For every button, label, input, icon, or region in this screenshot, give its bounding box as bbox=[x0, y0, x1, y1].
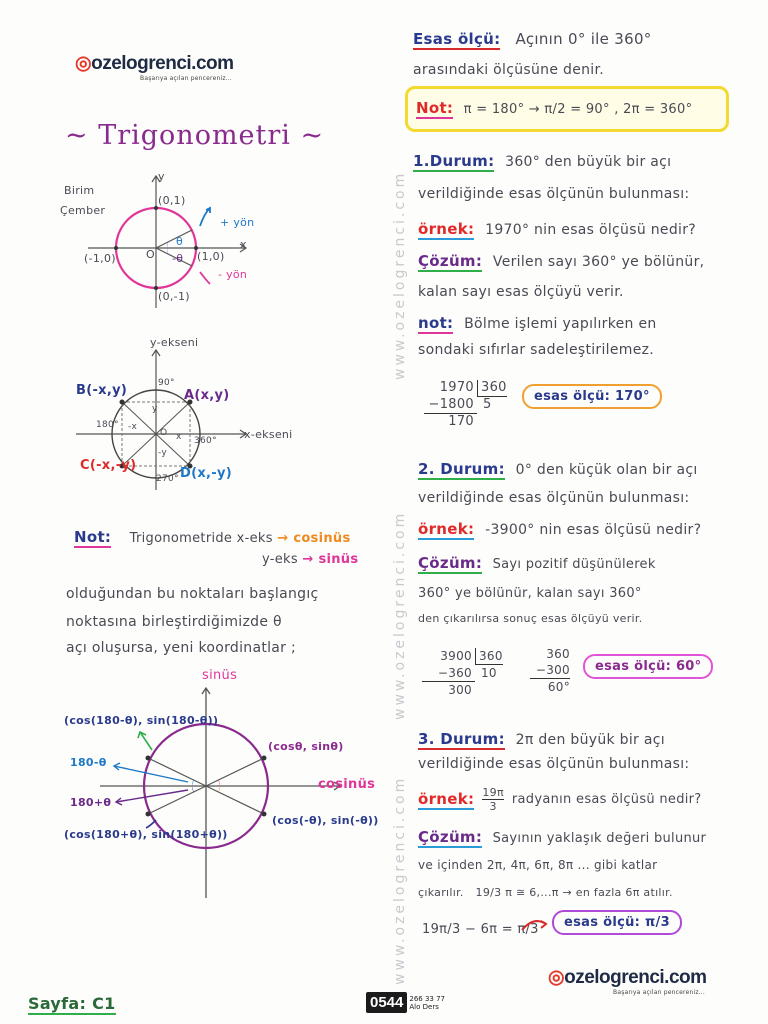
coord-mx: -x bbox=[128, 422, 138, 432]
durum3-result-box bbox=[552, 910, 682, 935]
durum1-cozum1: Verilen sayı 360° ye bölünür, bbox=[492, 254, 705, 270]
durum1-not1: Bölme işlemi yapılırken en bbox=[464, 316, 657, 332]
durum3-solution bbox=[418, 828, 706, 846]
durum3-heading bbox=[418, 730, 665, 748]
division-2: 3900 360 −360 10 300 bbox=[422, 648, 503, 698]
coord-my: -y bbox=[158, 448, 168, 458]
cozum-label: Çözüm: bbox=[418, 252, 483, 270]
label-bottom-right: (cos(-θ), sin(-θ)) bbox=[272, 814, 379, 827]
page-number: Sayfa: C1 bbox=[28, 994, 116, 1013]
durum2-cozum3: den çıkarılırsa sonuç esas ölçüyü verir. bbox=[418, 612, 643, 625]
point-c: C(-x,-y) bbox=[80, 458, 137, 473]
origin-label: O bbox=[146, 248, 155, 261]
point-1-0: (1,0) bbox=[197, 250, 225, 263]
esas-def2: arasındaki ölçüsüne denir. bbox=[413, 62, 604, 78]
angle-180: 180° bbox=[96, 420, 119, 430]
div2-quotient: 10 bbox=[481, 666, 497, 680]
durum3-cozum3 bbox=[418, 886, 673, 899]
durum1-cozum2: kalan sayı esas ölçüyü verir. bbox=[418, 284, 624, 300]
page-title: ~ Trigonometri ~ bbox=[65, 120, 325, 151]
durum3-label: 3. Durum: bbox=[418, 730, 505, 748]
not-text: π = 180° → π/2 = 90° , 2π = 360° bbox=[463, 102, 693, 117]
note-cos: cosinüs bbox=[293, 531, 351, 546]
durum1-text2: verildiğinde esas ölçünün bulunması: bbox=[418, 186, 690, 202]
div1-remainder: 170 bbox=[448, 414, 474, 429]
point-d: D(x,-y) bbox=[180, 466, 232, 481]
axis-y-label: y bbox=[158, 170, 165, 183]
durum3-example bbox=[418, 786, 702, 813]
div1-divisor: 360 bbox=[478, 380, 507, 397]
durum3-result: esas ölçü: π/3 bbox=[564, 915, 670, 930]
durum3-cozum2: ve içinden 2π, 4π, 6π, 8π ... gibi katlar bbox=[418, 858, 658, 872]
angle-90: 90° bbox=[158, 378, 175, 388]
not-box bbox=[405, 86, 729, 132]
durum1-result: esas ölçü: 170° bbox=[534, 389, 650, 404]
sin-cos-circle-diagram bbox=[60, 678, 370, 908]
div1-dividend: 1970 bbox=[424, 380, 478, 397]
esas-def1: Açının 0° ile 360° bbox=[515, 30, 652, 48]
durum2-ornek: -3900° nin esas ölçüsü nedir? bbox=[485, 522, 702, 538]
durum1-ornek: 1970° nin esas ölçüsü nedir? bbox=[485, 222, 696, 238]
cosinus-axis-label: cosinüs bbox=[318, 777, 376, 792]
note-sin: sinüs bbox=[318, 552, 359, 567]
sub2-result: 60° bbox=[547, 680, 570, 694]
note-line4: noktasına birleştirdiğimizde θ bbox=[66, 614, 282, 630]
durum2-result-box bbox=[583, 654, 713, 679]
durum2-label: 2. Durum: bbox=[418, 460, 505, 478]
durum1-label: 1.Durum: bbox=[413, 152, 495, 170]
page-title-text: Trigonometri bbox=[98, 120, 291, 151]
cozum2-label: Çözüm: bbox=[418, 554, 483, 572]
brand-tagline-bottom: Başarıya açılan pencereniz... bbox=[613, 989, 706, 996]
phone-small2: Alo Ders bbox=[409, 1002, 439, 1011]
durum1-example bbox=[418, 220, 696, 238]
note-line3: olduğundan bu noktaları başlangıç bbox=[66, 586, 319, 602]
label-180-minus-theta: 180-θ bbox=[70, 756, 107, 769]
durum3-cozum1: Sayının yaklaşık değeri bulunur bbox=[492, 831, 707, 846]
div2-product: 360 bbox=[448, 666, 472, 680]
div2-divisor: 360 bbox=[476, 648, 503, 665]
watermark-text: www.ozelogrenci.com bbox=[392, 170, 408, 380]
watermark-text: www.ozelogrenci.com bbox=[392, 775, 408, 985]
note-line1: Trigonometride x-eks bbox=[129, 531, 273, 546]
label-cember: Çember bbox=[60, 204, 106, 217]
point-b: B(-x,y) bbox=[76, 383, 128, 398]
x-axis-label: x-ekseni bbox=[244, 428, 293, 441]
sinus-axis-label: sinüs bbox=[202, 668, 238, 683]
durum2-result: esas ölçü: 60° bbox=[595, 659, 702, 674]
neg-theta-label: -θ bbox=[172, 252, 184, 265]
durum1-text1: 360° den büyük bir açı bbox=[505, 154, 672, 170]
durum1-note bbox=[418, 314, 657, 332]
durum3-text1: 2π den büyük bir açı bbox=[515, 732, 665, 748]
div1-quotient: 5 bbox=[483, 397, 492, 412]
durum1-heading bbox=[413, 152, 671, 170]
d3-coz3b: 19/3 π ≅ 6,...π → en fazla 6π atılır. bbox=[475, 886, 673, 899]
positive-direction-label: + yön bbox=[220, 216, 255, 229]
durum2-text1: 0° den küçük olan bir açı bbox=[515, 462, 698, 478]
left-note: Not: Trigonometride x-eks → cosinüs bbox=[74, 528, 351, 546]
point-a: A(x,y) bbox=[184, 388, 230, 403]
brand-logo: ◎ozelogrenci.com Başarıya açılan pencereniz... bbox=[75, 53, 234, 82]
subtraction-2: 360 −300 60° bbox=[530, 646, 570, 695]
div2-remainder: 300 bbox=[448, 683, 472, 697]
durum1-not2: sondaki sıfırlar sadeleştirilemez. bbox=[418, 342, 655, 358]
brand-name: ozelogrenci.com bbox=[91, 53, 234, 74]
coord-x: x bbox=[176, 432, 182, 442]
d3-coz3a: çıkarılır. bbox=[418, 886, 464, 899]
angle-270: 270° bbox=[156, 474, 179, 484]
theta-label: θ bbox=[176, 235, 184, 248]
note-label: Not: bbox=[74, 528, 112, 546]
ornek2-label: örnek: bbox=[418, 520, 475, 538]
durum1-solution bbox=[418, 252, 704, 270]
label-bottom-left: (cos(180+θ), sin(180+θ)) bbox=[64, 828, 228, 841]
note-line2: y-eks bbox=[262, 552, 298, 567]
esas-olcu-definition bbox=[413, 30, 652, 48]
durum3-equation: 19π/3 − 6π = π/3 bbox=[422, 922, 539, 937]
d3-ornek-num: 19π bbox=[482, 786, 504, 799]
durum2-example bbox=[418, 520, 701, 538]
note-line5: açı oluşursa, yeni koordinatlar ; bbox=[66, 640, 297, 656]
sub2-a: 360 bbox=[546, 647, 570, 661]
watermark-text: www.ozelogrenci.com bbox=[392, 510, 408, 720]
durum2-heading bbox=[418, 460, 698, 478]
durum3-ornek: radyanın esas ölçüsü nedir? bbox=[511, 792, 702, 807]
d3-ornek-den: 3 bbox=[489, 800, 497, 813]
point-m1-0: (-1,0) bbox=[84, 252, 116, 265]
sub2-b: 300 bbox=[546, 663, 570, 677]
phone-small1: 266 33 77 bbox=[409, 994, 446, 1003]
brand-name-bottom: ozelogrenci.com bbox=[564, 967, 707, 988]
phone-badge bbox=[366, 992, 445, 1013]
div2-dividend: 3900 bbox=[422, 648, 476, 665]
label-180-plus-theta: 180+θ bbox=[70, 796, 112, 809]
phone-number: 0544 bbox=[366, 992, 407, 1013]
label-birim: Birim bbox=[64, 184, 95, 197]
durum1-result-box bbox=[522, 384, 662, 409]
negative-direction-label: - yön bbox=[218, 268, 248, 281]
result-arrow-icon bbox=[520, 914, 550, 934]
brand-logo-bottom: ◎ozelogrenci.com Başarıya açılan pencereniz... bbox=[548, 967, 707, 996]
axis-x-label: x bbox=[240, 238, 247, 251]
ornek-label: örnek: bbox=[418, 220, 475, 238]
label-top-left: (cos(180-θ), sin(180-θ)) bbox=[64, 714, 219, 727]
origin-o: O bbox=[160, 428, 168, 438]
point-0-1: (0,1) bbox=[158, 194, 186, 207]
durum2-cozum1: Sayı pozitif düşünülerek bbox=[492, 557, 656, 572]
label-top-right: (cosθ, sinθ) bbox=[268, 740, 344, 753]
durum2-cozum2: 360° ye bölünür, kalan sayı 360° bbox=[418, 586, 642, 601]
left-note-line2: y-eks → sinüs bbox=[262, 552, 359, 567]
cozum3-label: Çözüm: bbox=[418, 828, 483, 846]
not2-label: not: bbox=[418, 314, 454, 332]
durum2-text2: verildiğinde esas ölçünün bulunması: bbox=[418, 490, 690, 506]
durum2-solution bbox=[418, 554, 656, 572]
coord-y: y bbox=[152, 404, 158, 414]
esas-label: Esas ölçü: bbox=[413, 30, 501, 48]
brand-tagline: Başarıya açılan pencereniz... bbox=[140, 75, 233, 82]
div1-product: 1800 bbox=[439, 397, 474, 412]
point-0-m1: (0,-1) bbox=[158, 290, 190, 303]
y-axis-label: y-ekseni bbox=[150, 336, 199, 349]
ornek3-label: örnek: bbox=[418, 789, 475, 808]
division-1: 1970 360 −1800 5 170 bbox=[424, 380, 507, 430]
durum3-text2: verildiğinde esas ölçünün bulunması: bbox=[418, 756, 690, 772]
not-label: Not: bbox=[416, 99, 454, 117]
angle-360: 360° bbox=[194, 436, 217, 446]
